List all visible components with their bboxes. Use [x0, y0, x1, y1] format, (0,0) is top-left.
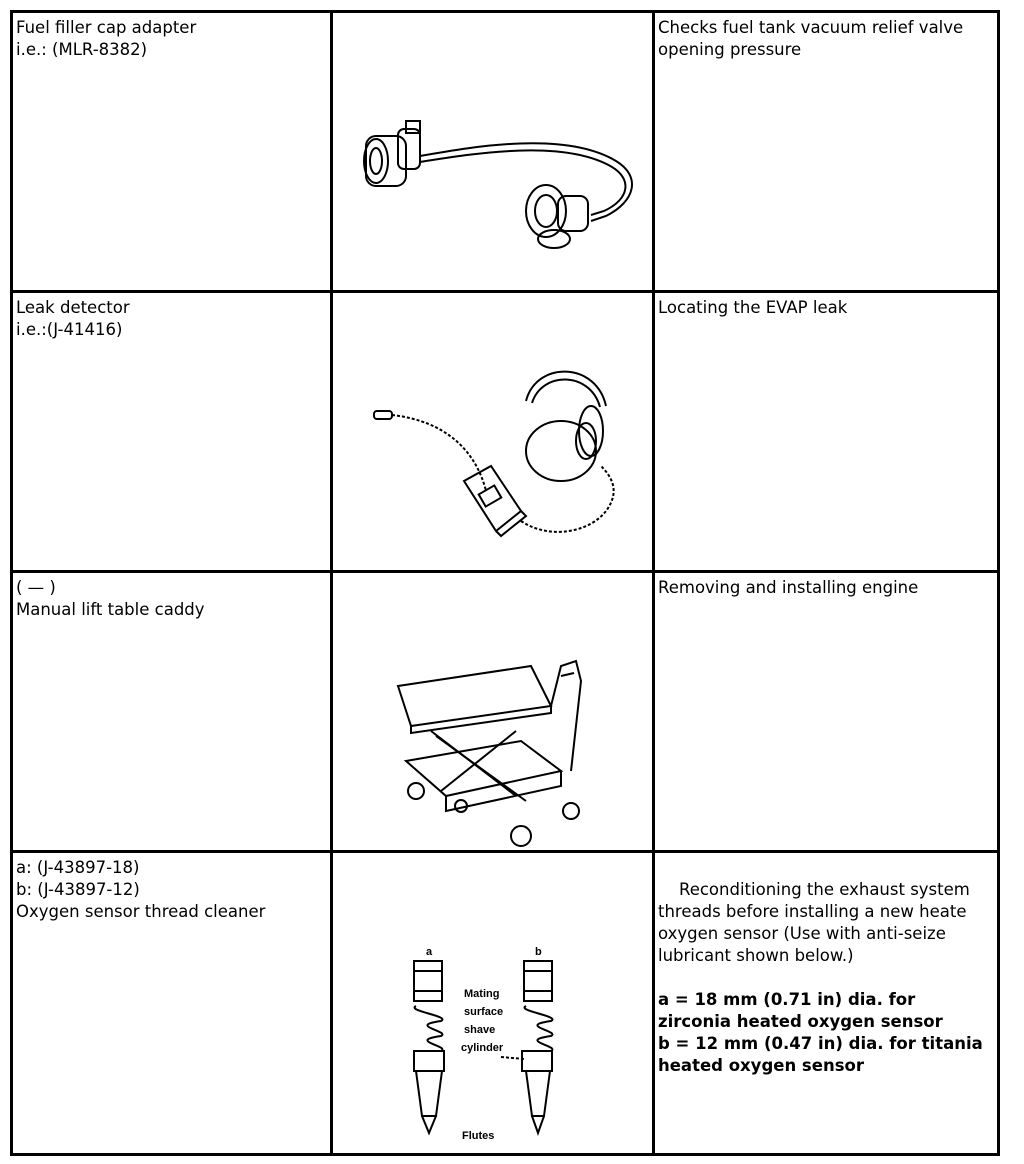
- figure-label: Flutes: [462, 1130, 495, 1142]
- tool-name-cell: a: (J-43897-18) b: (J-43897-12) Oxygen sensor thread cleaner: [16, 858, 266, 921]
- figure-label: b: [535, 946, 542, 958]
- special-tools-table: [10, 10, 1000, 1156]
- tool-name-cell: Fuel filler cap adapter i.e.: (MLR-8382): [16, 18, 197, 59]
- usage-cell: Locating the EVAP leak: [658, 298, 848, 317]
- usage-cell: Checks fuel tank vacuum relief valve opening pressure: [658, 18, 969, 59]
- usage-text: Reconditioning the exhaust system threads before installing a new heate oxygen sensor (Use with anti-seize lubricant shown below.): [658, 880, 976, 965]
- figure-label: surface: [464, 1006, 504, 1018]
- figure-label: Mating: [464, 988, 500, 1000]
- lift-table-caddy-illustration: [333, 573, 652, 850]
- figure-label: cylinder: [461, 1042, 504, 1054]
- usage-cell: Removing and installing engine: [658, 578, 919, 597]
- tool-name-cell: Leak detector i.e.:(J-41416): [16, 298, 130, 339]
- figure-label: shave: [464, 1024, 496, 1036]
- usage-cell: [655, 853, 997, 1153]
- fuel-filler-cap-adapter-illustration: [333, 13, 652, 290]
- tool-name-cell: ( — ) Manual lift table caddy: [16, 578, 205, 619]
- leak-detector-illustration: [333, 293, 652, 570]
- usage-bold-text: a = 18 mm (0.71 in) dia. for zirconia heated oxygen sensor b = 12 mm (0.47 in) dia. for titania heated oxygen sensor: [658, 990, 983, 1075]
- oxygen-sensor-thread-cleaner-illustration: [333, 853, 652, 1153]
- figure-label: a: [426, 946, 433, 958]
